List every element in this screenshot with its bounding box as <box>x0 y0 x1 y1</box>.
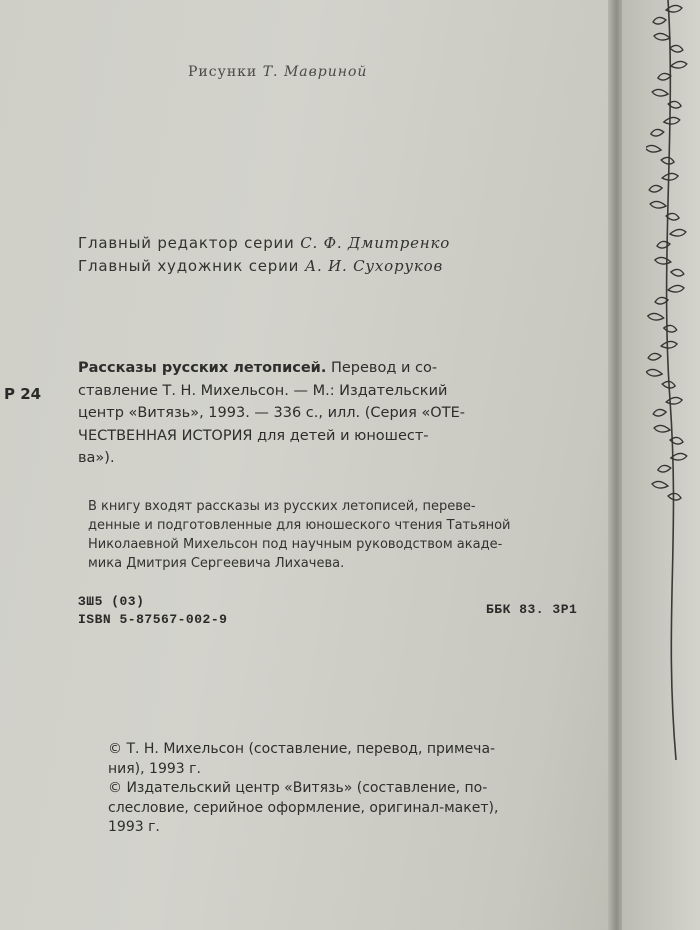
chief-editor-name: С. Ф. Дмитренко <box>300 234 451 252</box>
annotation-line-1: В книгу входят рассказы из русских летописей, переве- <box>88 499 476 514</box>
isbn-number: ISBN 5-87567-002-9 <box>78 612 228 627</box>
copyright-line-2: ния), 1993 г. <box>108 760 201 777</box>
copyright-notice <box>108 740 498 838</box>
description-line-1: Рассказы русских летописей. Перевод и со- <box>78 360 438 376</box>
description-line-2: ставление Т. Н. Михельсон. — М.: Издательский <box>78 382 448 399</box>
annotation-line-3: Николаевной Михельсон под научным руководством акаде- <box>88 537 503 552</box>
description-line-5: ва»). <box>78 450 115 466</box>
credit-name: Т. Мавриной <box>262 64 368 80</box>
floral-border-ornament <box>646 0 696 930</box>
page-gutter <box>608 0 622 930</box>
description-line-3: центр «Витязь», 1993. — 336 с., илл. (Серия «ОТЕ- <box>78 405 465 421</box>
copyright-line-3: © Издательский центр «Витязь» (составление, по- <box>108 780 488 796</box>
index-code: ЗШ5 (03) <box>78 594 145 609</box>
illustrations-credit <box>188 64 367 80</box>
bbk-code: ББК 83. 3Р1 <box>486 602 578 617</box>
chief-artist-line <box>78 257 443 275</box>
description-line-4: ЧЕСТВЕННАЯ ИСТОРИЯ для детей и юношест- <box>78 427 429 444</box>
chief-editor-line <box>78 234 450 252</box>
chief-artist-name: А. И. Сухоруков <box>304 257 444 275</box>
classification-code: Р 24 <box>4 385 42 403</box>
copyright-line-4: слесловие, серийное оформление, оригинал-макет), <box>108 799 499 816</box>
annotation-line-4: мика Дмитрия Сергеевича Лихачева. <box>88 556 345 571</box>
copyright-line-5: 1993 г. <box>108 819 160 835</box>
chief-editor-role: Главный редактор серии <box>78 234 295 252</box>
chief-artist-role: Главный художник серии <box>78 257 300 275</box>
copyright-line-1: © Т. Н. Михельсон (составление, перевод, примеча- <box>108 741 496 757</box>
annotation-line-2: денные и подготовленные для юношеского чтения Татьяной <box>88 518 511 533</box>
book-annotation <box>88 497 511 573</box>
credit-label: Рисунки <box>188 64 258 80</box>
bibliographic-description <box>78 357 586 470</box>
book-title: Рассказы русских летописей. <box>78 360 327 376</box>
